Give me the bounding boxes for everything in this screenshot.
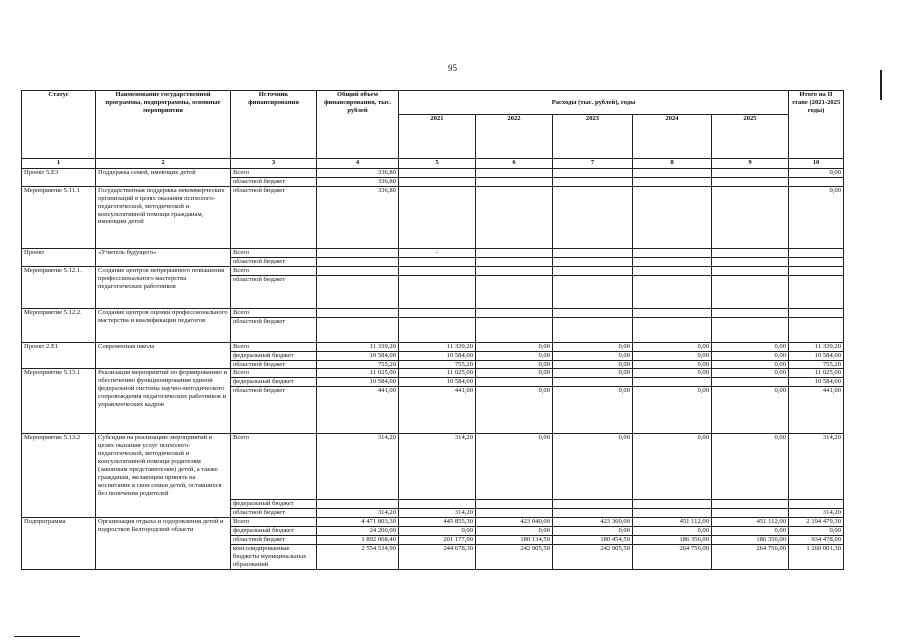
row-year-value	[476, 509, 553, 518]
column-index: 3	[231, 159, 317, 169]
row-source: областной бюджет	[231, 509, 317, 518]
row-year-value	[399, 308, 476, 317]
table-row	[22, 266, 844, 275]
row-year-value	[712, 378, 789, 387]
row-source: областной бюджет	[231, 387, 317, 434]
page-number: 95	[448, 63, 457, 73]
row-total-stage	[789, 500, 844, 509]
row-total-stage	[789, 317, 844, 342]
header-total-stage: Итого на II этапе (2021-2025 годы)	[789, 91, 844, 159]
row-year-value	[553, 308, 633, 317]
row-name: Субсидия на реализацию мероприятий в целях оказания услуг психолого-педагогической, методической и консультативной помощи родителям (законным представителям) детей, а также гражданам, желающим принять на воспитание в свои семьи детей, оставшихся без попечения родителей	[96, 434, 231, 518]
row-year-value	[399, 317, 476, 342]
row-year-value	[633, 266, 712, 275]
row-total-stage: 934 478,00	[789, 535, 844, 544]
row-year-value	[633, 248, 712, 257]
row-year-value: 264 756,00	[712, 544, 789, 569]
table-row	[22, 369, 844, 378]
row-year-value: 242 905,50	[553, 544, 633, 569]
row-total	[317, 317, 399, 342]
row-year-value: 0,00	[553, 434, 633, 500]
row-year-value	[712, 169, 789, 178]
scan-edge-mark	[880, 70, 882, 100]
row-year-value	[712, 177, 789, 186]
row-year-value: 451 112,00	[712, 518, 789, 527]
header-year: 2022	[476, 115, 553, 159]
row-year-value: 0,00	[476, 387, 553, 434]
row-source: федеральный бюджет	[231, 351, 317, 360]
column-index: 8	[633, 159, 712, 169]
row-total: 2 554 534,90	[317, 544, 399, 569]
header-expenses: Расходы (тыс. рублей), годы	[399, 91, 789, 115]
row-year-value: 11 339,20	[399, 342, 476, 351]
row-source: федеральный бюджет	[231, 500, 317, 509]
row-status: Проект	[22, 248, 96, 266]
row-total: 755,20	[317, 360, 399, 369]
row-year-value: 0,00	[633, 360, 712, 369]
row-year-value: 0,00	[553, 360, 633, 369]
row-year-value	[553, 177, 633, 186]
row-year-value	[712, 257, 789, 266]
row-year-value	[553, 186, 633, 248]
budget-table	[21, 90, 844, 570]
table-header	[22, 91, 844, 169]
scan-edge-mark	[14, 636, 80, 637]
row-year-value: 0,00	[476, 434, 553, 500]
table-row	[22, 434, 844, 500]
row-source: консолидированные бюджеты муниципальных образований	[231, 544, 317, 569]
row-year-value: 441,00	[399, 387, 476, 434]
row-year-value	[476, 169, 553, 178]
row-year-value: 0,00	[712, 360, 789, 369]
row-source: областной бюджет	[231, 257, 317, 266]
header-name: Наименование государственной программы, подпрограммы, основные мероприятия	[96, 91, 231, 159]
column-index: 9	[712, 159, 789, 169]
row-year-value	[633, 275, 712, 308]
row-source: Всего	[231, 518, 317, 527]
row-year-value	[712, 186, 789, 248]
row-year-value	[399, 186, 476, 248]
row-year-value	[712, 266, 789, 275]
row-year-value: 0,00	[633, 351, 712, 360]
row-total-stage: 441,00	[789, 387, 844, 434]
row-source: Всего	[231, 308, 317, 317]
row-year-value	[476, 186, 553, 248]
header-year: 2024	[633, 115, 712, 159]
row-year-value	[476, 275, 553, 308]
row-year-value	[633, 317, 712, 342]
row-year-value	[633, 177, 712, 186]
row-year-value	[553, 248, 633, 257]
row-year-value	[633, 257, 712, 266]
row-year-value: 244 678,30	[399, 544, 476, 569]
table-row	[22, 248, 844, 257]
row-year-value	[633, 500, 712, 509]
row-year-value	[399, 500, 476, 509]
row-total	[317, 257, 399, 266]
row-name: «Учитель будущего»	[96, 248, 231, 266]
row-year-value: 0,00	[712, 434, 789, 500]
row-year-value	[712, 317, 789, 342]
row-year-value: 0,00	[476, 369, 553, 378]
column-index: 4	[317, 159, 399, 169]
row-year-value: 314,20	[399, 434, 476, 500]
row-year-value	[476, 308, 553, 317]
row-total: 24 200,00	[317, 527, 399, 536]
row-source: федеральный бюджет	[231, 378, 317, 387]
row-year-value: 314,20	[399, 509, 476, 518]
row-year-value: 0,00	[633, 387, 712, 434]
header-year: 2025	[712, 115, 789, 159]
row-total-stage	[789, 248, 844, 257]
row-year-value: 0,00	[553, 351, 633, 360]
row-total: 10 584,00	[317, 378, 399, 387]
row-year-value: 264 756,00	[633, 544, 712, 569]
row-year-value	[399, 169, 476, 178]
row-year-value	[553, 169, 633, 178]
row-total	[317, 500, 399, 509]
row-year-value: 0,00	[553, 387, 633, 434]
row-total-stage	[789, 177, 844, 186]
row-year-value	[553, 266, 633, 275]
row-source: Всего	[231, 169, 317, 178]
row-status: Проект 5.Е3	[22, 169, 96, 187]
row-year-value	[399, 275, 476, 308]
row-year-value: 0,00	[633, 527, 712, 536]
row-source: областной бюджет	[231, 535, 317, 544]
column-index: 1	[22, 159, 96, 169]
row-status: Мероприятие 5.13.2	[22, 434, 96, 518]
row-total-stage	[789, 275, 844, 308]
row-year-value: 0,00	[399, 527, 476, 536]
table-body	[22, 169, 844, 570]
row-total-stage	[789, 257, 844, 266]
row-year-value: 242 905,50	[476, 544, 553, 569]
table-row	[22, 186, 844, 248]
row-name: Государственная поддержка некоммерческих организаций в целях оказания психолого-педагогической, методической и консультативной помощи гражданам, имеющим детей	[96, 186, 231, 248]
row-source: Всего	[231, 369, 317, 378]
row-total	[317, 275, 399, 308]
row-year-value: 186 356,00	[712, 535, 789, 544]
header-year: 2021	[399, 115, 476, 159]
row-year-value: 0,00	[712, 387, 789, 434]
row-year-value: 186 356,00	[633, 535, 712, 544]
row-total-stage: 314,20	[789, 509, 844, 518]
row-name: Реализация мероприятий по формированию и обеспечению функционирования единой федеральной системы научно-методического сопровождения педагогических работников и управленческих кадров	[96, 369, 231, 434]
row-year-value: 0,00	[553, 369, 633, 378]
row-source: федеральный бюджет	[231, 527, 317, 536]
row-total-stage: 755,20	[789, 360, 844, 369]
row-year-value	[712, 308, 789, 317]
row-total: 336,80	[317, 169, 399, 178]
row-source: областной бюджет	[231, 177, 317, 186]
row-total-stage	[789, 266, 844, 275]
row-year-value	[633, 509, 712, 518]
row-total-stage: 10 584,00	[789, 351, 844, 360]
row-year-value	[476, 500, 553, 509]
row-status: Мероприятие 5.12.1.	[22, 266, 96, 308]
row-total	[317, 266, 399, 275]
row-total-stage: 0,00	[789, 169, 844, 178]
column-index: 2	[96, 159, 231, 169]
row-year-value	[476, 257, 553, 266]
row-year-value: 10 584,00	[399, 351, 476, 360]
row-year-value	[476, 317, 553, 342]
column-index: 10	[789, 159, 844, 169]
row-total-stage: 314,20	[789, 434, 844, 500]
row-year-value: 0,00	[633, 369, 712, 378]
row-name: Современная школа	[96, 342, 231, 369]
row-total-stage: 10 584,00	[789, 378, 844, 387]
row-total-stage	[789, 308, 844, 317]
column-index: 7	[553, 159, 633, 169]
row-total: 11 339,20	[317, 342, 399, 351]
table-row	[22, 169, 844, 178]
column-index: 5	[399, 159, 476, 169]
header-year: 2023	[553, 115, 633, 159]
row-status: Проект 2.Е1	[22, 342, 96, 369]
row-year-value	[553, 378, 633, 387]
table-row	[22, 342, 844, 351]
row-source: Всего	[231, 248, 317, 257]
row-name: Организация отдыха и оздоровления детей и подростков Белгородской области	[96, 518, 231, 569]
row-total: 1 892 068,40	[317, 535, 399, 544]
row-total-stage: 1 260 001,30	[789, 544, 844, 569]
row-year-value: 180 454,50	[553, 535, 633, 544]
row-name: Создание центров непрерывного повышения профессионального мастерства педагогических работников	[96, 266, 231, 308]
row-status: Мероприятие 5.11.1	[22, 186, 96, 248]
row-year-value: 451 112,00	[633, 518, 712, 527]
row-total: 10 584,00	[317, 351, 399, 360]
row-year-value: 0,00	[476, 527, 553, 536]
row-source: областной бюджет	[231, 275, 317, 308]
row-year-value	[633, 308, 712, 317]
row-year-value	[633, 186, 712, 248]
row-year-value	[553, 509, 633, 518]
row-total: 314,20	[317, 509, 399, 518]
row-year-value	[476, 248, 553, 257]
row-year-value: 0,00	[712, 369, 789, 378]
row-year-value: 0,00	[633, 342, 712, 351]
column-index-row	[22, 159, 844, 169]
row-source: Всего	[231, 342, 317, 351]
row-status: Подпрограмма	[22, 518, 96, 569]
row-total	[317, 308, 399, 317]
row-year-value	[399, 177, 476, 186]
row-year-value: 0,00	[476, 342, 553, 351]
row-year-value: 0,00	[712, 527, 789, 536]
header-total: Общий объем финансирования, тыс. рублей	[317, 91, 399, 159]
row-year-value: 180 134,50	[476, 535, 553, 544]
header-status: Статус	[22, 91, 96, 159]
row-source: областной бюджет	[231, 186, 317, 248]
row-year-value: 0,00	[553, 342, 633, 351]
row-total: 441,00	[317, 387, 399, 434]
table-row	[22, 308, 844, 317]
row-status: Мероприятие 5.12.2.	[22, 308, 96, 342]
row-total: 314,20	[317, 434, 399, 500]
row-year-value: 0,00	[476, 351, 553, 360]
row-year-value	[476, 177, 553, 186]
row-source: областной бюджет	[231, 317, 317, 342]
row-total: 4 471 803,30	[317, 518, 399, 527]
row-total-stage: 0,00	[789, 527, 844, 536]
row-year-value: -	[399, 248, 476, 257]
row-year-value: 445 855,30	[399, 518, 476, 527]
row-total-stage: 0,00	[789, 186, 844, 248]
row-year-value	[712, 248, 789, 257]
column-index: 6	[476, 159, 553, 169]
row-total-stage: 2 194 479,30	[789, 518, 844, 527]
row-year-value: 0,00	[476, 360, 553, 369]
row-year-value: 0,00	[712, 351, 789, 360]
row-total-stage: 11 339,20	[789, 342, 844, 351]
row-total: 336,80	[317, 177, 399, 186]
row-year-value: 0,00	[712, 342, 789, 351]
table-row	[22, 518, 844, 527]
row-total-stage: 11 025,00	[789, 369, 844, 378]
row-total	[317, 248, 399, 257]
row-year-value	[476, 378, 553, 387]
row-name: Создание центров оценки профессионального мастерства и квалификации педагогов	[96, 308, 231, 342]
row-year-value	[553, 317, 633, 342]
row-year-value: 0,00	[633, 434, 712, 500]
row-year-value	[553, 500, 633, 509]
row-year-value	[553, 275, 633, 308]
row-total: 11 025,00	[317, 369, 399, 378]
row-year-value	[553, 257, 633, 266]
row-year-value: 423 040,00	[476, 518, 553, 527]
row-year-value	[476, 266, 553, 275]
row-year-value	[633, 378, 712, 387]
row-total: 336,80	[317, 186, 399, 248]
row-status: Мероприятие 5.13.1	[22, 369, 96, 434]
row-source: Всего	[231, 434, 317, 500]
row-year-value	[399, 266, 476, 275]
header-source: Источник финансирования	[231, 91, 317, 159]
row-year-value	[712, 275, 789, 308]
row-source: Всего	[231, 266, 317, 275]
row-year-value: 0,00	[553, 527, 633, 536]
row-source: областной бюджет	[231, 360, 317, 369]
row-year-value: 755,20	[399, 360, 476, 369]
row-year-value: 10 584,00	[399, 378, 476, 387]
row-name: Поддержка семей, имеющих детей	[96, 169, 231, 187]
row-year-value	[712, 500, 789, 509]
row-year-value: 11 025,00	[399, 369, 476, 378]
row-year-value: 201 177,00	[399, 535, 476, 544]
row-year-value	[712, 509, 789, 518]
row-year-value: 423 360,00	[553, 518, 633, 527]
row-year-value	[399, 257, 476, 266]
row-year-value	[633, 169, 712, 178]
